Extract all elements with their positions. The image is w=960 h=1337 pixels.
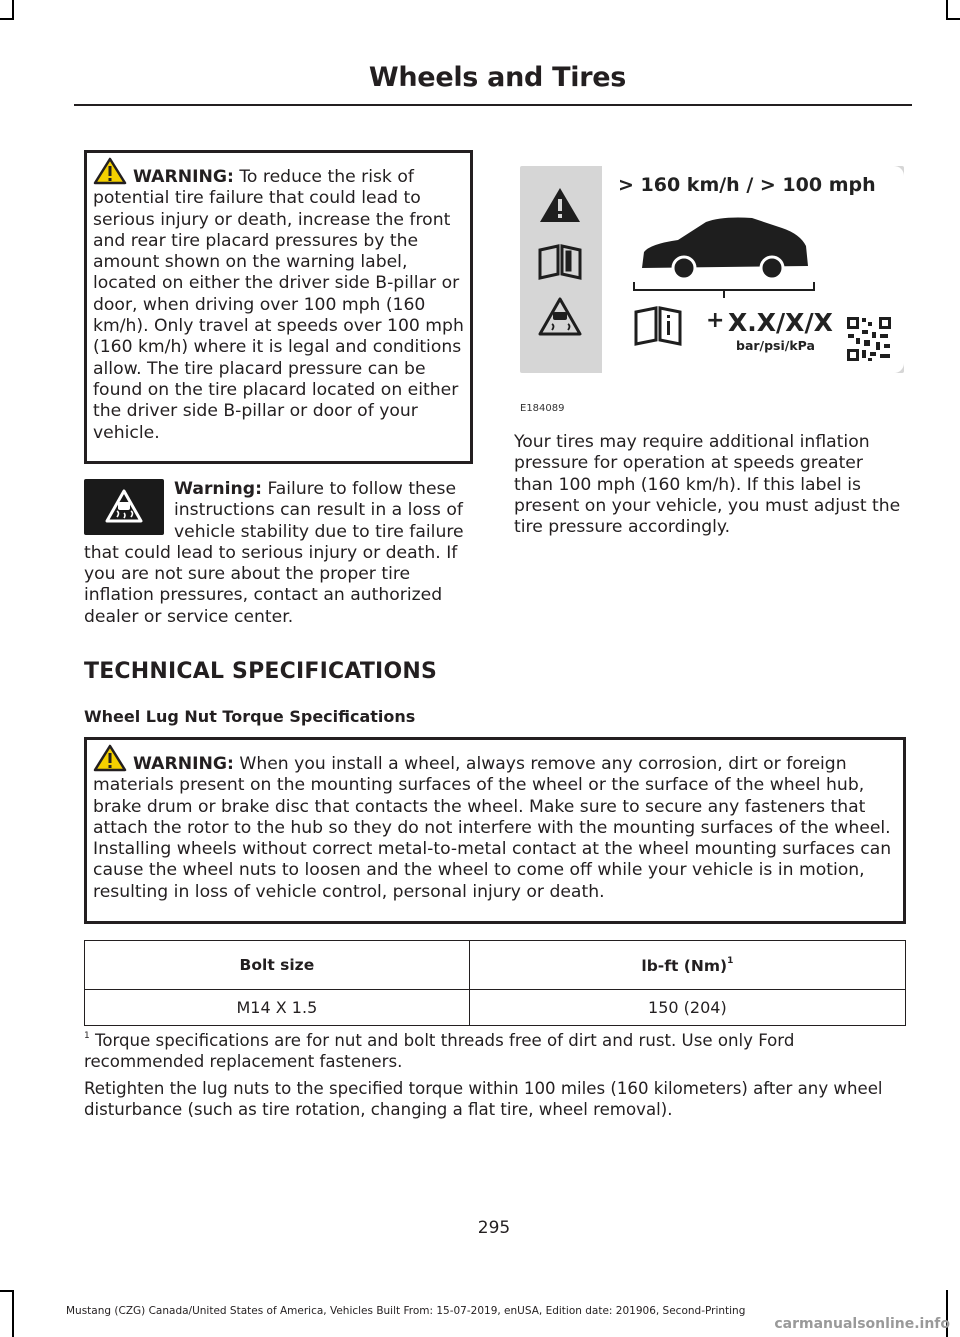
warning-triangle-icon xyxy=(540,188,580,222)
retighten-paragraph: Retighten the lug nuts to the specified torque within 100 miles (160 kilometers) after any wheel disturbance (such as tire rotation, changing a flat tire, wheel removal). xyxy=(84,1079,883,1119)
label-icon-column xyxy=(520,166,602,373)
warning-text: To reduce the risk of potential tire failure that could lead to serious injury or death, increase the front and rear tire placard pressures by the amount shown on the warning label, located on either the driver side B-pillar or door, when driving over 100 mph (160 km/h). Only travel at speeds over 100 mph (160 km/h) where it is legal and conditions allow. The tire placard pressure can be found on the tire placard located on either the driver side B-pillar or door of your vehicle. xyxy=(93,167,464,443)
table-cell-torque: 150 (204) xyxy=(469,990,905,1026)
warning-paragraph xyxy=(93,157,464,444)
torque-header-label: lb-ft (Nm) xyxy=(641,956,728,975)
vehicle-stability-icon xyxy=(540,299,580,334)
crop-mark xyxy=(0,18,14,20)
sub-heading: Wheel Lug Nut Torque Specifications xyxy=(84,707,416,726)
warning-label: WARNING: xyxy=(133,754,234,774)
qr-code-icon xyxy=(846,316,892,362)
high-speed-pressure-paragraph: Your tires may require additional inflation pressure for operation at speeds greater than 100 mph (160 km/h). If this label is present on your vehicle, you must adjust the tire pressure accordingly. xyxy=(514,432,901,538)
header-divider xyxy=(74,104,912,106)
pressure-placeholder: X.X/X/X xyxy=(728,308,833,337)
page-number: 295 xyxy=(477,1218,511,1238)
footnote xyxy=(84,1026,906,1072)
crop-mark xyxy=(0,1290,14,1292)
warning-text: When you install a wheel, always remove any corrosion, dirt or foreign materials present on the mounting surfaces of the wheel or the surface of the wheel hub, brake drum or brake disc that contacts the wheel. Make sure to secure any fasteners that attach the rotor to the hub so they do not interfere with the mounting surfaces of the wheel. Installing wheels without correct metal-to-metal contact at the wheel mounting surfaces can cause the wheel nuts to loosen and the wheel to come off while your vehicle is in motion, resulting in loss of vehicle control, personal injury or death. xyxy=(93,754,892,902)
warning-triangle-icon xyxy=(93,157,127,185)
warning-label: WARNING: xyxy=(133,167,234,187)
crop-mark xyxy=(12,1290,14,1337)
crop-mark xyxy=(946,18,960,20)
footnote-marker: 1 xyxy=(727,955,734,966)
table-header-row xyxy=(85,941,906,990)
watermark: carmanualsonline.info xyxy=(774,1316,950,1332)
crop-mark xyxy=(946,0,948,20)
warning-triangle-icon xyxy=(93,744,127,772)
table-header-bolt-size: Bolt size xyxy=(85,941,470,990)
warning-label: Warning: xyxy=(174,479,262,499)
plus-sign: + xyxy=(706,308,725,333)
section-heading: TECHNICAL SPECIFICATIONS xyxy=(84,659,437,684)
warning-paragraph xyxy=(93,744,897,903)
speed-threshold-text: > 160 km/h / > 100 mph xyxy=(618,174,876,196)
manual-book-icon xyxy=(540,246,580,278)
pressure-units: bar/psi/kPa xyxy=(736,338,815,353)
crop-mark xyxy=(12,0,14,20)
warning-text: Failure to follow these instructions can result in a loss of vehicle stability due to tire failure that could lead to serious injury or death. If you are not sure about the proper tire inflation pressures, contact an authorized dealer or service center. xyxy=(84,479,464,627)
car-silhouette-icon xyxy=(622,204,822,304)
table-row xyxy=(85,990,906,1026)
footer-text: Mustang (CZG) Canada/United States of America, Vehicles Built From: 15-07-2019, enUSA, Edition date: 201906, Second-Printing xyxy=(66,1305,746,1317)
torque-spec-table xyxy=(84,940,906,1026)
table-header-torque xyxy=(469,941,905,990)
page-title: Wheels and Tires xyxy=(368,62,626,93)
table-cell-bolt-size: M14 X 1.5 xyxy=(85,990,470,1026)
warning-box-tire-pressure xyxy=(84,150,473,464)
vehicle-stability-icon xyxy=(84,479,164,535)
footnote-marker: 1 xyxy=(84,1031,90,1041)
figure-code: E184089 xyxy=(520,403,565,414)
label-info-panel xyxy=(602,166,904,373)
warning-box-wheel-install xyxy=(84,737,906,924)
manual-book-icon xyxy=(632,306,684,346)
warning-stability xyxy=(84,479,476,628)
footnote-text: Torque specifications are for nut and bolt threads free of dirt and rust. Use only Ford recommended replacement fasteners. xyxy=(84,1031,795,1071)
high-speed-pressure-label-figure xyxy=(520,166,904,373)
